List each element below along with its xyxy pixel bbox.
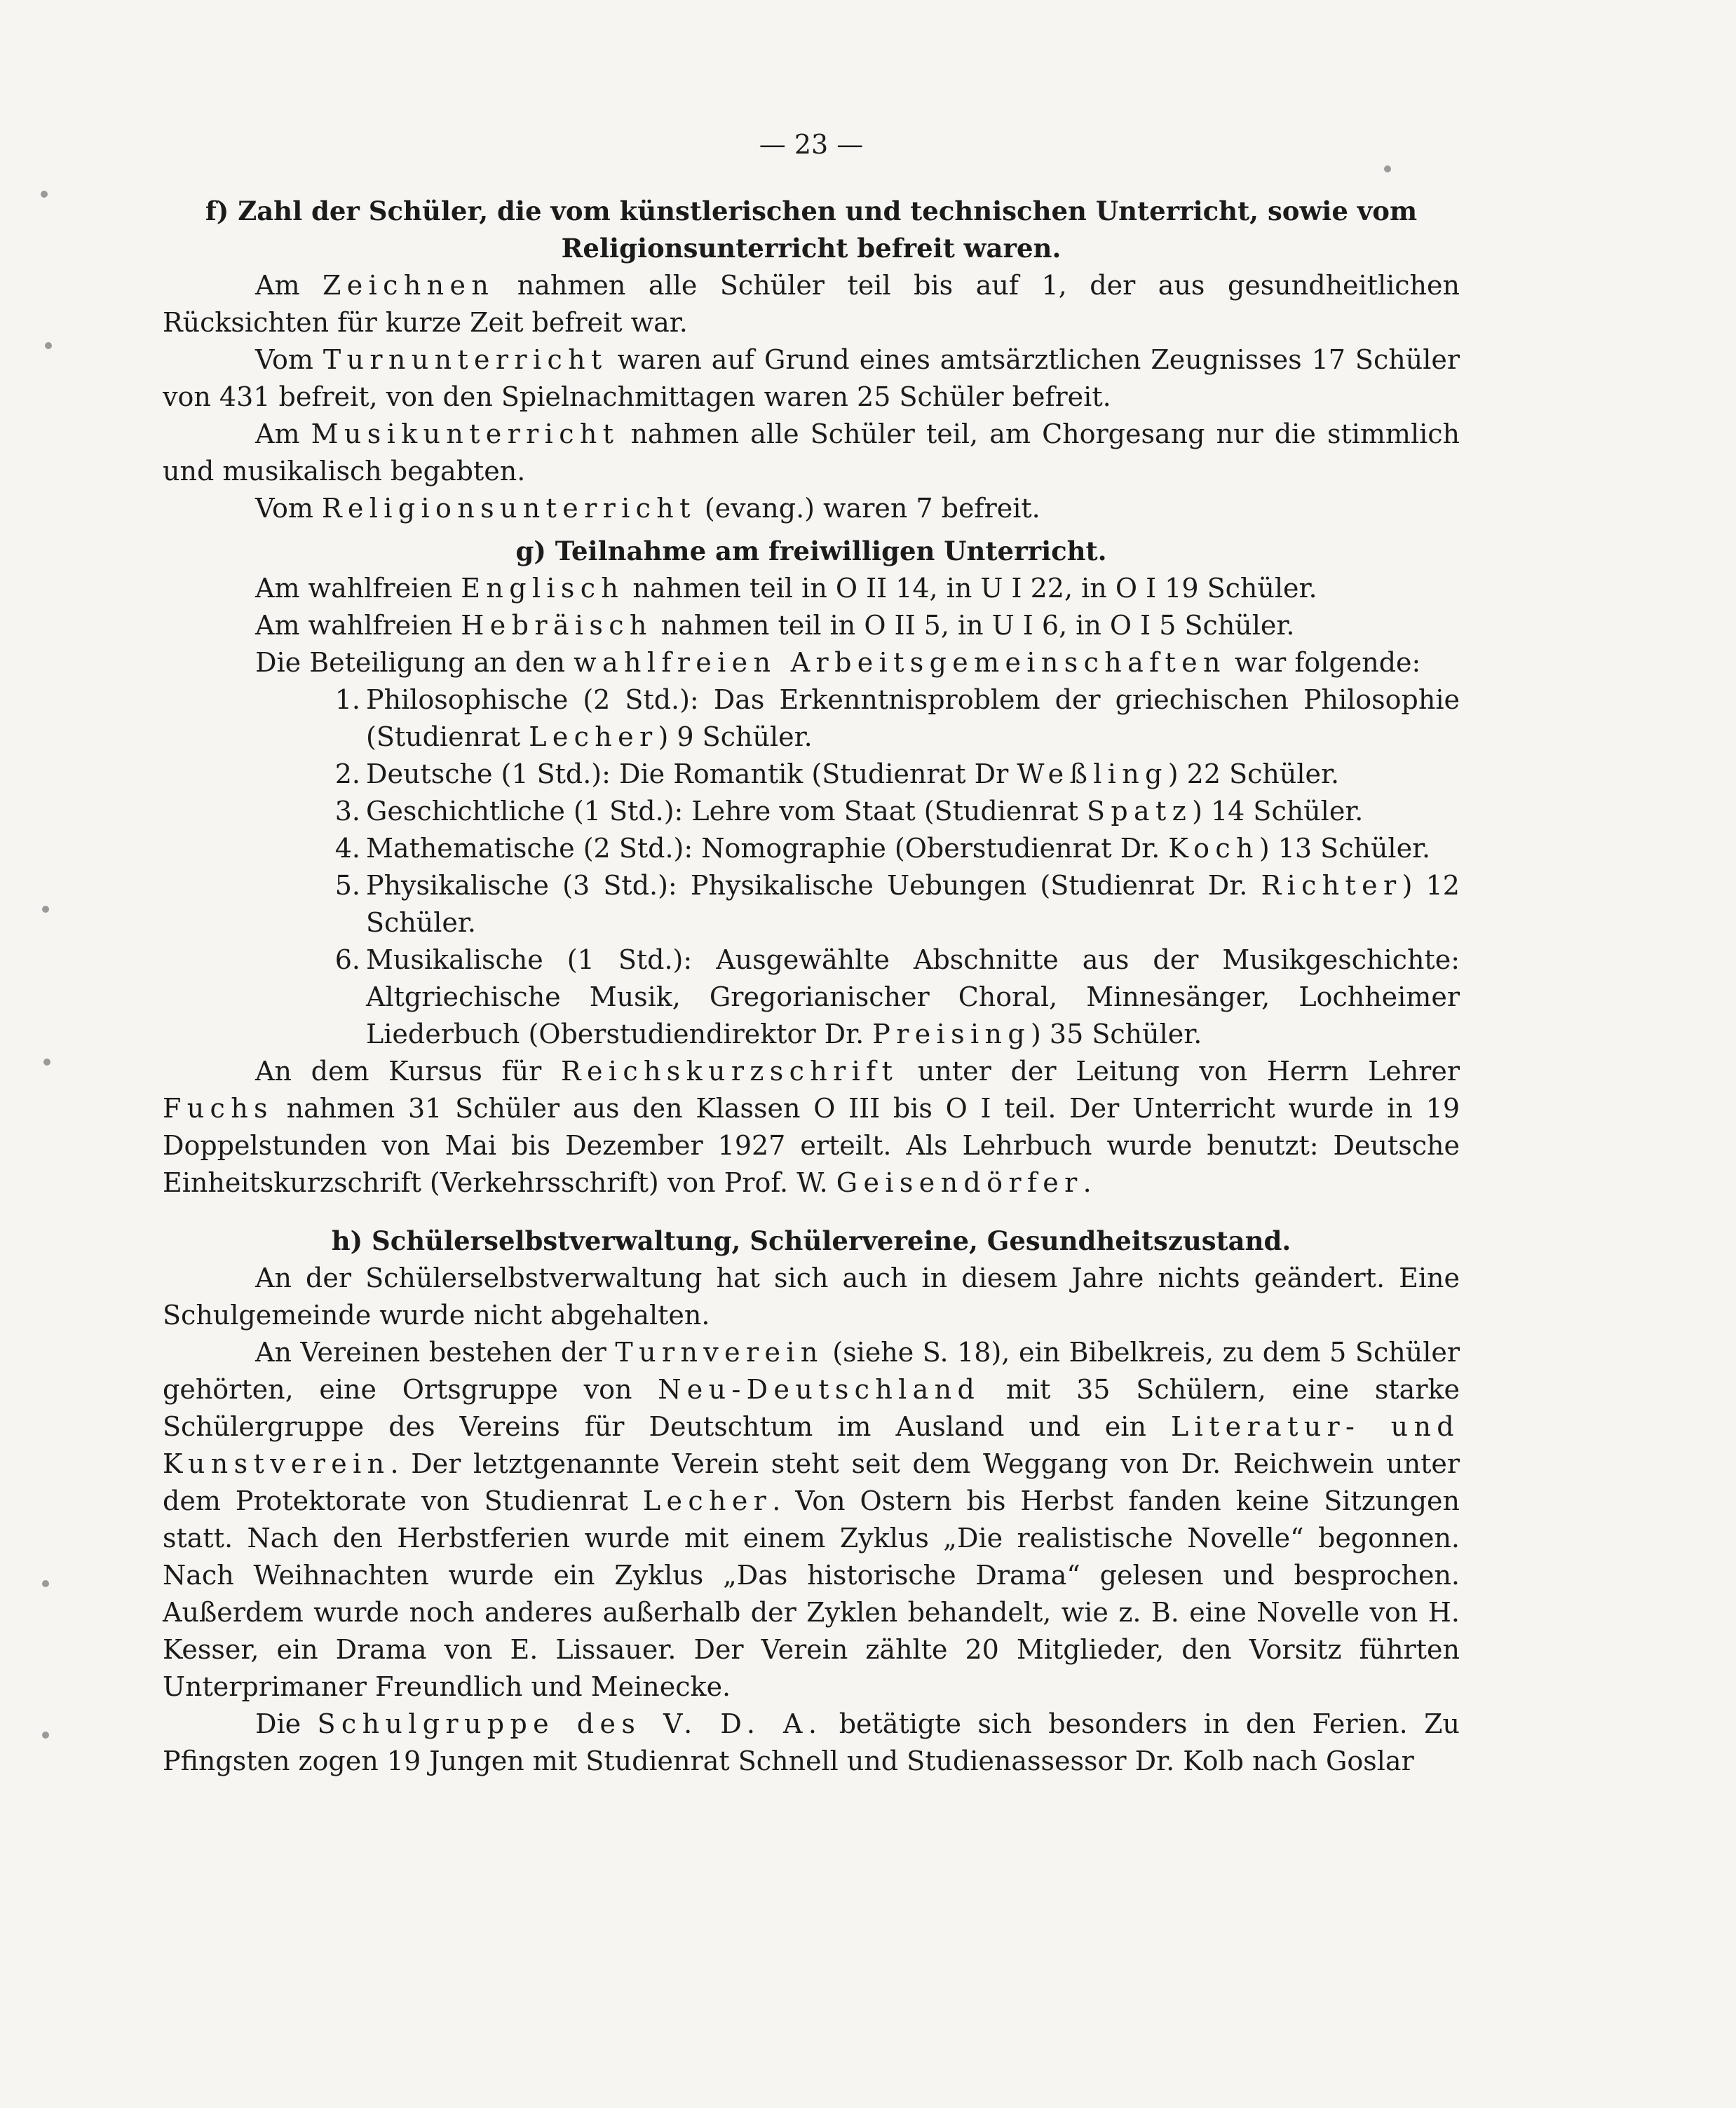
emphasized-term: wahlfreien Arbeitsgemeinschaften	[574, 647, 1226, 678]
emphasized-term: Turnverein	[615, 1337, 824, 1368]
emphasized-term: Fuchs	[163, 1093, 273, 1124]
text-run: (evang.) waren 7 befreit.	[696, 493, 1040, 524]
margin-speck	[42, 906, 49, 913]
section-f-heading-line1: f) Zahl der Schüler, die vom künstlerischen und technischen Unterricht, sowie vom	[205, 196, 1418, 226]
text-run: war folgende:	[1226, 647, 1421, 678]
list-item-number: 2.	[334, 759, 360, 789]
paragraph-arbeitsgemeinschaften	[163, 644, 1460, 681]
paragraph-vereine	[163, 1334, 1460, 1706]
emphasized-term: Lecher	[529, 721, 658, 752]
section-f-heading	[163, 193, 1460, 267]
list-item	[163, 867, 1460, 941]
emphasized-term: Neu-Deutschland	[658, 1374, 981, 1405]
list-item-number: 4.	[334, 833, 360, 864]
paragraph-zeichnen	[163, 267, 1460, 341]
margin-speck	[45, 342, 52, 349]
text-run: ) 35 Schüler.	[1031, 1019, 1202, 1049]
margin-speck	[41, 191, 48, 198]
list-item-number: 1.	[334, 684, 360, 715]
list-item-number: 6.	[334, 944, 360, 975]
list-item	[163, 793, 1460, 830]
list-item-number: 3.	[334, 796, 360, 827]
text-run: ) 13 Schüler.	[1259, 833, 1431, 864]
text-run: Am	[255, 419, 311, 449]
text-run: nahmen teil in O II 14, in U I 22, in O I 19 Schüler.	[624, 573, 1317, 604]
text-run: Mathematische (2 Std.): Nomographie (Oberstudienrat Dr.	[366, 833, 1169, 864]
emphasized-term: Musikunterricht	[311, 419, 620, 449]
text-run: Am wahlfreien	[255, 610, 461, 641]
text-run: ) 22 Schüler.	[1167, 759, 1340, 789]
text-run: An Vereinen bestehen der	[255, 1337, 616, 1368]
text-run: nahmen 31 Schüler aus den Klassen O III bis O I teil. Der Unterricht wurde in 19 Doppelstunden von Mai bis Dezember 1927 erteilt. Als Lehrbuch wurde benutzt: Deutsche Einheitskurzschrift (Verkehrsschrift) von Prof. W.	[163, 1093, 1460, 1198]
text-run: nahmen teil in O II 5, in U I 6, in O I 5 Schüler.	[652, 610, 1295, 641]
paragraph-religionsunterricht	[163, 490, 1460, 527]
emphasized-term: Weßling	[1017, 759, 1168, 789]
paragraph-musikunterricht	[163, 416, 1460, 490]
text-run: Deutsche (1 Std.): Die Romantik (Studienrat Dr	[366, 759, 1017, 789]
text-run: ) 9 Schüler.	[658, 721, 813, 752]
text-run: ) 14 Schüler.	[1192, 796, 1364, 827]
emphasized-term: Preising	[872, 1019, 1031, 1049]
text-run: nahmen alle Schüler teil, am Chorgesang nur die stimmlich und musikalisch begabten.	[163, 419, 1460, 487]
emphasized-term: Richter	[1261, 870, 1402, 901]
paragraph-vda	[163, 1706, 1460, 1780]
paragraph-turnunterricht	[163, 341, 1460, 416]
list-item-number: 5.	[334, 870, 360, 901]
text-run: (siehe S. 18), ein Bibelkreis, zu dem 5 Schüler gehörten, eine Ortsgruppe von	[163, 1337, 1460, 1405]
emphasized-term: Englisch	[461, 573, 625, 604]
text-run: Am	[255, 270, 323, 301]
text-run: Geschichtliche (1 Std.): Lehre vom Staat (Studienrat	[366, 796, 1087, 827]
paragraph-selbstverwaltung: An der Schülerselbstverwaltung hat sich auch in diesem Jahre nichts geändert. Eine Schulgemeinde wurde nicht abgehalten.	[163, 1263, 1460, 1331]
text-run: unter der Leitung von Herrn Lehrer	[898, 1056, 1460, 1087]
margin-speck	[42, 1580, 49, 1587]
emphasized-term: Turnunterricht	[323, 344, 608, 375]
text-run: An dem Kursus für	[255, 1056, 561, 1087]
emphasized-term: Hebräisch	[461, 610, 653, 641]
section-h-heading: h) Schülerselbstverwaltung, Schülervereine, Gesundheitszustand.	[331, 1225, 1291, 1256]
list-item	[163, 830, 1460, 867]
text-run: Vom	[255, 344, 323, 375]
emphasized-term: Schulgruppe des V. D. A.	[317, 1708, 823, 1739]
text-run: Physikalische (3 Std.): Physikalische Uebungen (Studienrat Dr.	[366, 870, 1261, 901]
paragraph-englisch	[163, 570, 1460, 607]
list-item	[163, 756, 1460, 793]
text-run: mit 35 Schülern, eine starke Schülergruppe des Vereins für Deutschtum im Ausland und ein	[163, 1374, 1460, 1442]
emphasized-term: Reichskurzschrift	[560, 1056, 899, 1087]
paragraph-reichskurzschrift	[163, 1053, 1460, 1202]
emphasized-term: Religionsunterricht	[321, 493, 696, 524]
text-run: .	[1083, 1167, 1092, 1198]
arbeitsgemeinschaften-list	[163, 681, 1460, 1053]
document-body	[163, 126, 1460, 1780]
list-item	[163, 941, 1460, 1053]
text-run: Am wahlfreien	[255, 573, 461, 604]
list-item	[163, 681, 1460, 756]
text-run: waren auf Grund eines amtsärztlichen Zeugnisses 17 Schüler von 431 befreit, von den Spielnachmittagen waren 25 Schüler befreit.	[163, 344, 1460, 412]
text-run: betätigte sich besonders in den Ferien. Zu Pfingsten zogen 19 Jungen mit Studienrat Schnell und Studienassessor Dr. Kolb nach Goslar	[163, 1708, 1460, 1776]
text-run: Vom	[255, 493, 322, 524]
section-f-heading-line2: Religionsunterricht befreit waren.	[561, 233, 1062, 264]
emphasized-term: Literatur- und Kunstverein	[163, 1411, 1460, 1479]
text-run: Die	[255, 1708, 318, 1739]
text-run: Musikalische (1 Std.): Ausgewählte Abschnitte aus der Musikgeschichte: Altgriechische Musik, Gregorianischer Choral, Minnesänger, Lochheimer Liederbuch (Oberstudiendirektor Dr.	[366, 944, 1460, 1049]
text-run: nahmen alle Schüler teil bis auf 1, der aus gesundheitlichen Rücksichten für kurze Zeit befreit war.	[163, 270, 1460, 338]
section-g-heading: g) Teilnahme am freiwilligen Unterricht.	[515, 536, 1107, 566]
margin-speck	[43, 1059, 50, 1066]
emphasized-term: Koch	[1168, 833, 1259, 864]
text-run: Philosophische (2 Std.): Das Erkenntnisproblem der griechischen Philosophie (Studienrat	[366, 684, 1460, 752]
emphasized-term: Geisendörfer	[836, 1167, 1083, 1198]
paragraph-hebraeisch	[163, 607, 1460, 644]
text-run: . Von Ostern bis Herbst fanden keine Sitzungen statt. Nach den Herbstferien wurde mit einem Zyklus „Die realistische Novelle“ begonnen. Nach Weihnachten wurde ein Zyklus „Das historische Drama“ gelesen und besprochen. Außerdem wurde noch anderes außerhalb der Zyklen behandelt, wie z. B. eine Novelle von H. Kesser, ein Drama von E. Lissauer. Der Verein zählte 20 Mitglieder, den Vorsitz führten Unterprimaner Freundlich und Meinecke.	[163, 1485, 1460, 1702]
text-run: ) 12 Schüler.	[366, 870, 1460, 938]
text-run: . Der letztgenannte Verein steht seit dem Weggang von Dr. Reichwein unter dem Protektorate von Studienrat	[163, 1448, 1460, 1516]
emphasized-term: Spatz	[1086, 796, 1193, 827]
text-run: Die Beteiligung an den	[255, 647, 574, 678]
emphasized-term: Zeichnen	[323, 270, 495, 301]
emphasized-term: Lecher	[642, 1485, 773, 1516]
page-number: — 23 —	[759, 129, 864, 160]
margin-speck	[42, 1732, 49, 1739]
